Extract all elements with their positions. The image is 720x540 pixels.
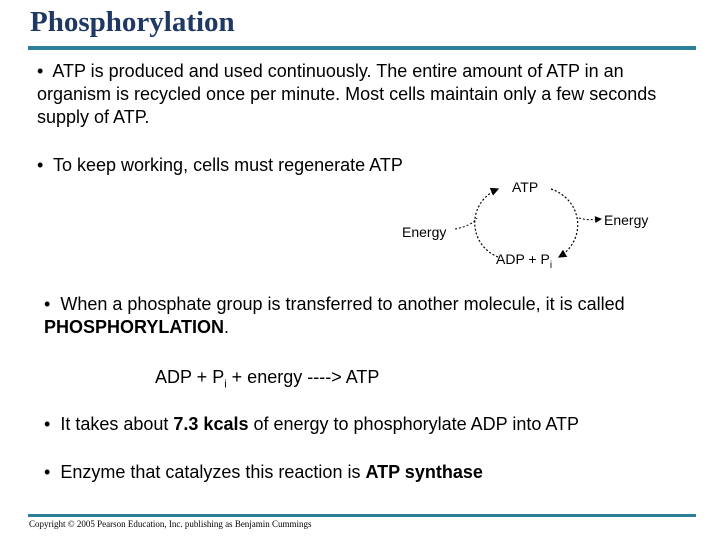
bullet-text: Enzyme that catalyzes this reaction is bbox=[60, 462, 366, 482]
bullet-text: When a phosphate group is transferred to another molecule, it is called bbox=[60, 294, 625, 314]
term-phosphorylation: PHOSPHORYLATION bbox=[44, 317, 225, 337]
cycle-label-adp: ADP + P bbox=[496, 251, 550, 267]
bullet-phosphorylation-definition bbox=[44, 293, 684, 339]
cycle-label-energy-out: Energy bbox=[604, 212, 649, 228]
bullet-atp-recycling bbox=[37, 60, 677, 129]
bullet-regenerate-atp bbox=[37, 154, 403, 177]
bullet-marker: • bbox=[44, 414, 51, 434]
bullet-text: To keep working, cells must regenerate ATP bbox=[53, 155, 403, 175]
cycle-label-energy-in: Energy bbox=[402, 224, 447, 240]
cycle-arc-left bbox=[475, 189, 498, 257]
title-divider bbox=[28, 46, 696, 50]
equation-reactants: ADP + P bbox=[155, 367, 225, 387]
equation-rest: + energy ----> ATP bbox=[226, 367, 380, 387]
footer-divider bbox=[28, 514, 696, 517]
bullet-marker: • bbox=[44, 462, 51, 482]
atp-cycle-diagram bbox=[395, 172, 660, 272]
bullet-energy-required bbox=[44, 413, 579, 436]
bullet-text: It takes about bbox=[60, 414, 174, 434]
bullet-marker: • bbox=[44, 294, 51, 314]
phosphorylation-equation bbox=[155, 366, 379, 397]
bullet-text: ATP is produced and used continuously. The entire amount of ATP in an organism is recycled once per minute. Most cells maintain only a few seconds supply of ATP. bbox=[37, 61, 657, 127]
bullet-text-end: of energy to phosphorylate ADP into ATP bbox=[248, 414, 580, 434]
bullet-text-end: . bbox=[224, 317, 230, 337]
bullet-enzyme bbox=[44, 461, 483, 484]
cycle-label-pi-subscript: i bbox=[549, 260, 553, 271]
slide-title: Phosphorylation bbox=[30, 6, 235, 38]
bullet-marker: • bbox=[37, 155, 44, 175]
equation-subscript: i bbox=[224, 378, 227, 391]
cycle-label-atp: ATP bbox=[512, 179, 539, 195]
cycle-label-adp-pi bbox=[496, 251, 552, 271]
cycle-arc-right bbox=[551, 189, 578, 257]
bullet-marker: • bbox=[37, 61, 44, 81]
enzyme-name: ATP synthase bbox=[365, 462, 483, 482]
energy-in-arrow bbox=[455, 218, 477, 229]
energy-out-arrow bbox=[579, 218, 601, 220]
copyright-footer: Copyright © 2005 Pearson Education, Inc. publishing as Benjamin Cummings bbox=[29, 519, 312, 529]
energy-value: 7.3 kcals bbox=[173, 414, 249, 434]
